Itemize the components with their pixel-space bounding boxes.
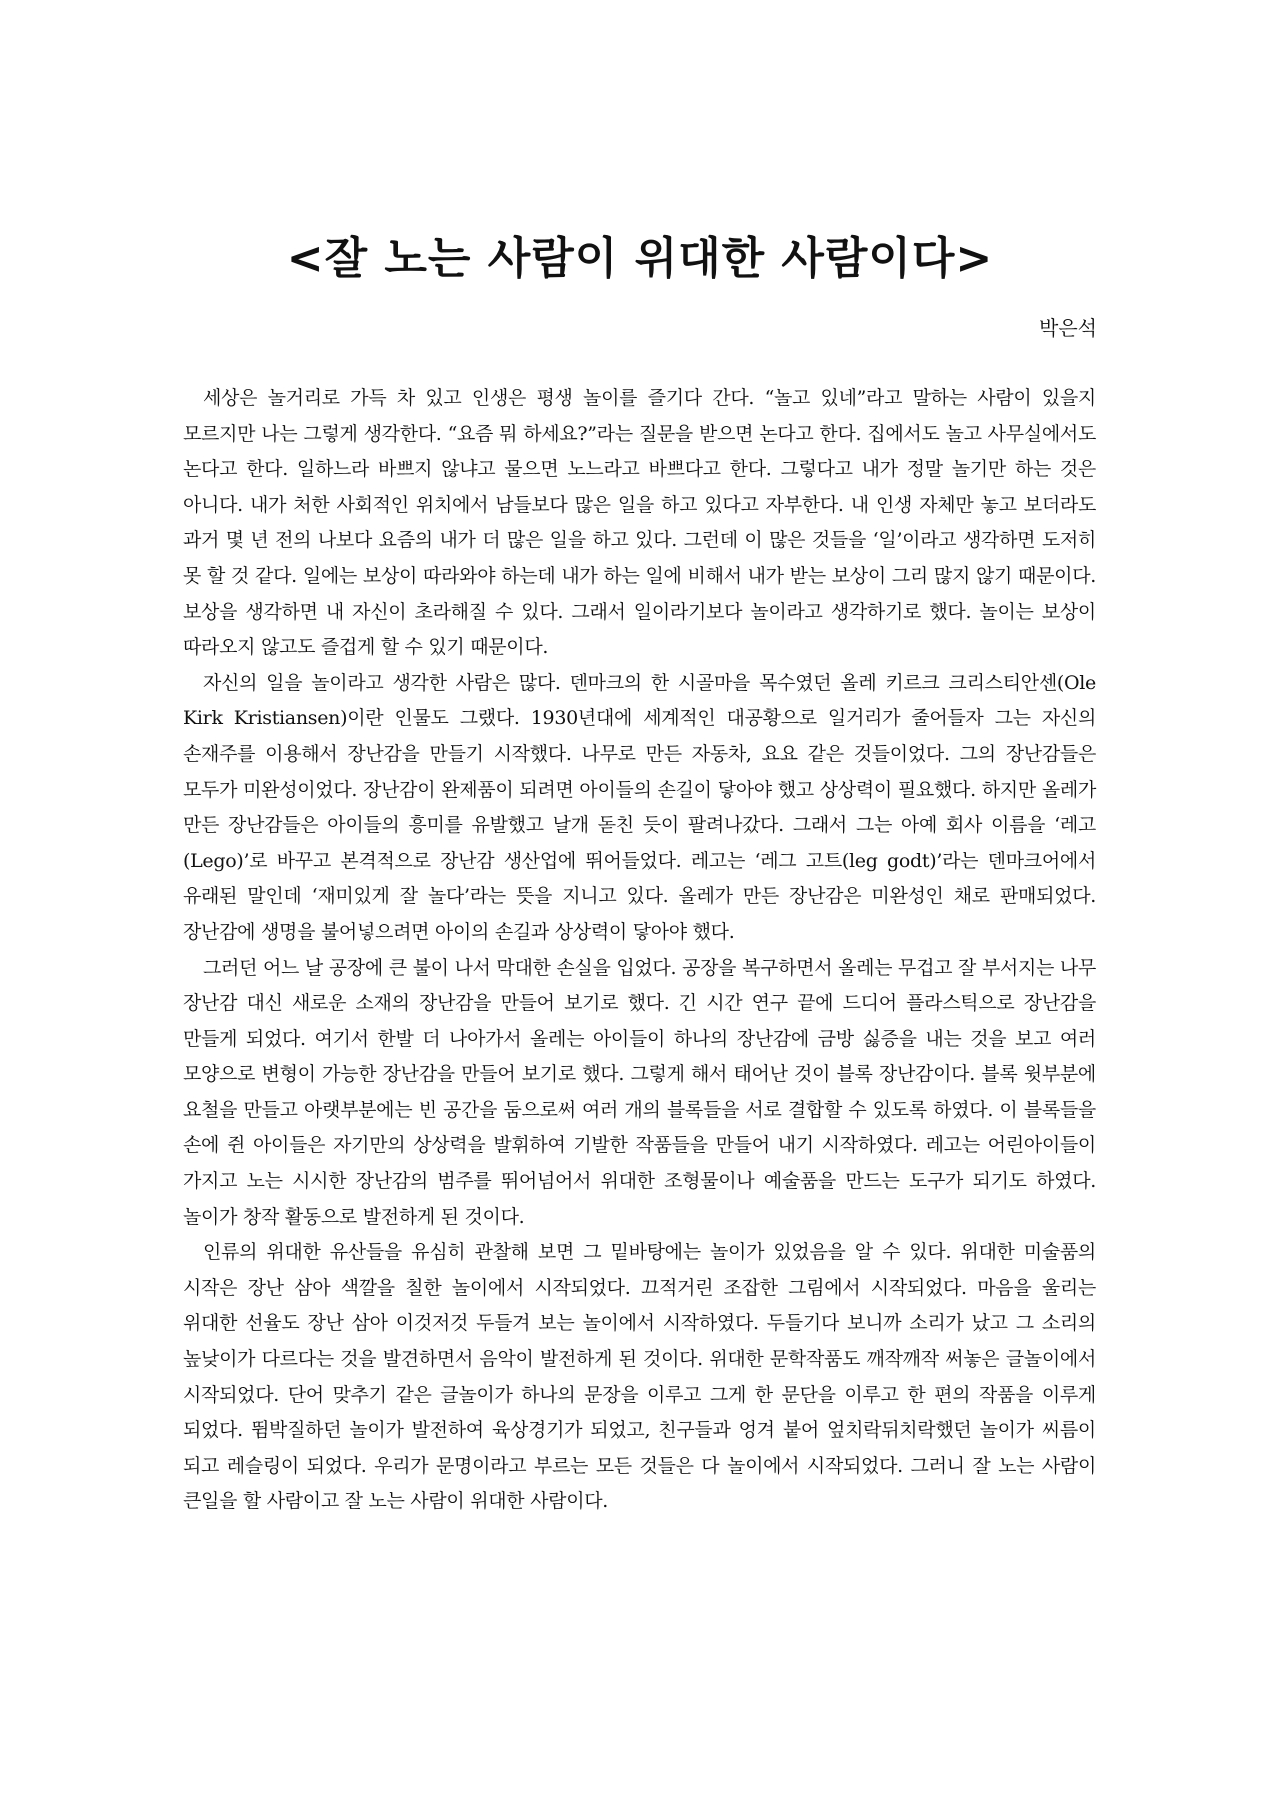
- paragraph-2: 자신의 일을 놀이라고 생각한 사람은 많다. 덴마크의 한 시골마을 목수였던 올레 키르크 크리스티안센(Ole Kirk Kristiansen)이란 인물도 그랬다. 1930년대에 세계적인 대공황으로 일거리가 줄어들자 그는 자신의 손재주를 이용해서 장난감을 만들기 시작했다. 나무로 만든 자동차, 요요 같은 것들이었다. 그의 장난감들은 모두가 미완성이었다. 장난감이 완제품이 되려면 아이들의 손길이 닿아야 했고 상상력이 필요했다. 하지만 올레가 만든 장난감들은 아이들의 흥미를 유발했고 날개 돋친 듯이 팔려나갔다. 그래서 그는 아예 회사 이름을 ‘레고(Lego)’로 바꾸고 본격적으로 장난감 생산업에 뛰어들었다. 레고는 ‘레그 고트(leg godt)’라는 덴마크어에서 유래된 말인데 ‘재미있게 잘 놀다’라는 뜻을 지니고 있다. 올레가 만든 장난감은 미완성인 채로 판매되었다. 장난감에 생명을 불어넣으려면 아이의 손길과 상상력이 닿아야 했다.: [183, 671, 1096, 943]
- paragraph-3: 그러던 어느 날 공장에 큰 불이 나서 막대한 손실을 입었다. 공장을 복구하면서 올레는 무겁고 잘 부서지는 나무 장난감 대신 새로운 소재의 장난감을 만들어 보기로 했다. 긴 시간 연구 끝에 드디어 플라스틱으로 장난감을 만들게 되었다. 여기서 한발 더 나아가서 올레는 아이들이 하나의 장난감에 금방 싫증을 내는 것을 보고 여러 모양으로 변형이 가능한 장난감을 만들어 보기로 했다. 그렇게 해서 태어난 것이 블록 장난감이다. 블록 윗부분에 요철을 만들고 아랫부분에는 빈 공간을 둠으로써 여러 개의 블록들을 서로 결합할 수 있도록 하였다. 이 블록들을 손에 쥔 아이들은 자기만의 상상력을 발휘하여 기발한 작품들을 만들어 내기 시작하였다. 레고는 어린아이들이 가지고 노는 시시한 장난감의 범주를 뛰어넘어서 위대한 조형물이나 예술품을 만드는 도구가 되기도 하였다. 놀이가 창작 활동으로 발전하게 된 것이다.: [183, 956, 1096, 1228]
- page-title: <잘 노는 사람이 위대한 사람이다>: [286, 233, 994, 285]
- paragraph-4: 인류의 위대한 유산들을 유심히 관찰해 보면 그 밑바탕에는 놀이가 있었음을 알 수 있다. 위대한 미술품의 시작은 장난 삼아 색깔을 칠한 놀이에서 시작되었다. 끄적거린 조잡한 그림에서 시작되었다. 마음을 울리는 위대한 선율도 장난 삼아 이것저것 두들겨 보는 놀이에서 시작하였다. 두들기다 보니까 소리가 났고 그 소리의 높낮이가 다르다는 것을 발견하면서 음악이 발전하게 된 것이다. 위대한 문학작품도 깨작깨작 써놓은 글놀이에서 시작되었다. 단어 맞추기 같은 글놀이가 하나의 문장을 이루고 그게 한 문단을 이루고 한 편의 작품을 이루게 되었다. 뜀박질하던 놀이가 발전하여 육상경기가 되었고, 친구들과 엉겨 붙어 엎치락뒤치락했던 놀이가 씨름이 되고 레슬링이 되었다. 우리가 문명이라고 부르는 모든 것들은 다 놀이에서 시작되었다. 그러니 잘 노는 사람이 큰일을 할 사람이고 잘 노는 사람이 위대한 사람이다.: [183, 1241, 1096, 1513]
- paragraph-1: 세상은 놀거리로 가득 차 있고 인생은 평생 놀이를 즐기다 간다. “놀고 있네”라고 말하는 사람이 있을지 모르지만 나는 그렇게 생각한다. “요즘 뭐 하세요?”라는 질문을 받으면 논다고 한다. 집에서도 놀고 사무실에서도 논다고 한다. 일하느라 바쁘지 않냐고 물으면 노느라고 바쁘다고 한다. 그렇다고 내가 정말 놀기만 하는 것은 아니다. 내가 처한 사회적인 위치에서 남들보다 많은 일을 하고 있다고 자부한다. 내 인생 자체만 놓고 보더라도 과거 몇 년 전의 나보다 요즘의 내가 더 많은 일을 하고 있다. 그런데 이 많은 것들을 ‘일’이라고 생각하면 도저히 못 할 것 같다. 일에는 보상이 따라와야 하는데 내가 하는 일에 비해서 내가 받는 보상이 그리 많지 않기 때문이다. 보상을 생각하면 내 자신이 초라해질 수 있다. 그래서 일이라기보다 놀이라고 생각하기로 했다. 놀이는 보상이 따라오지 않고도 즐겁게 할 수 있기 때문이다.: [183, 387, 1096, 659]
- body-text: [183, 381, 1096, 1520]
- author-name: 박은석: [1039, 316, 1097, 340]
